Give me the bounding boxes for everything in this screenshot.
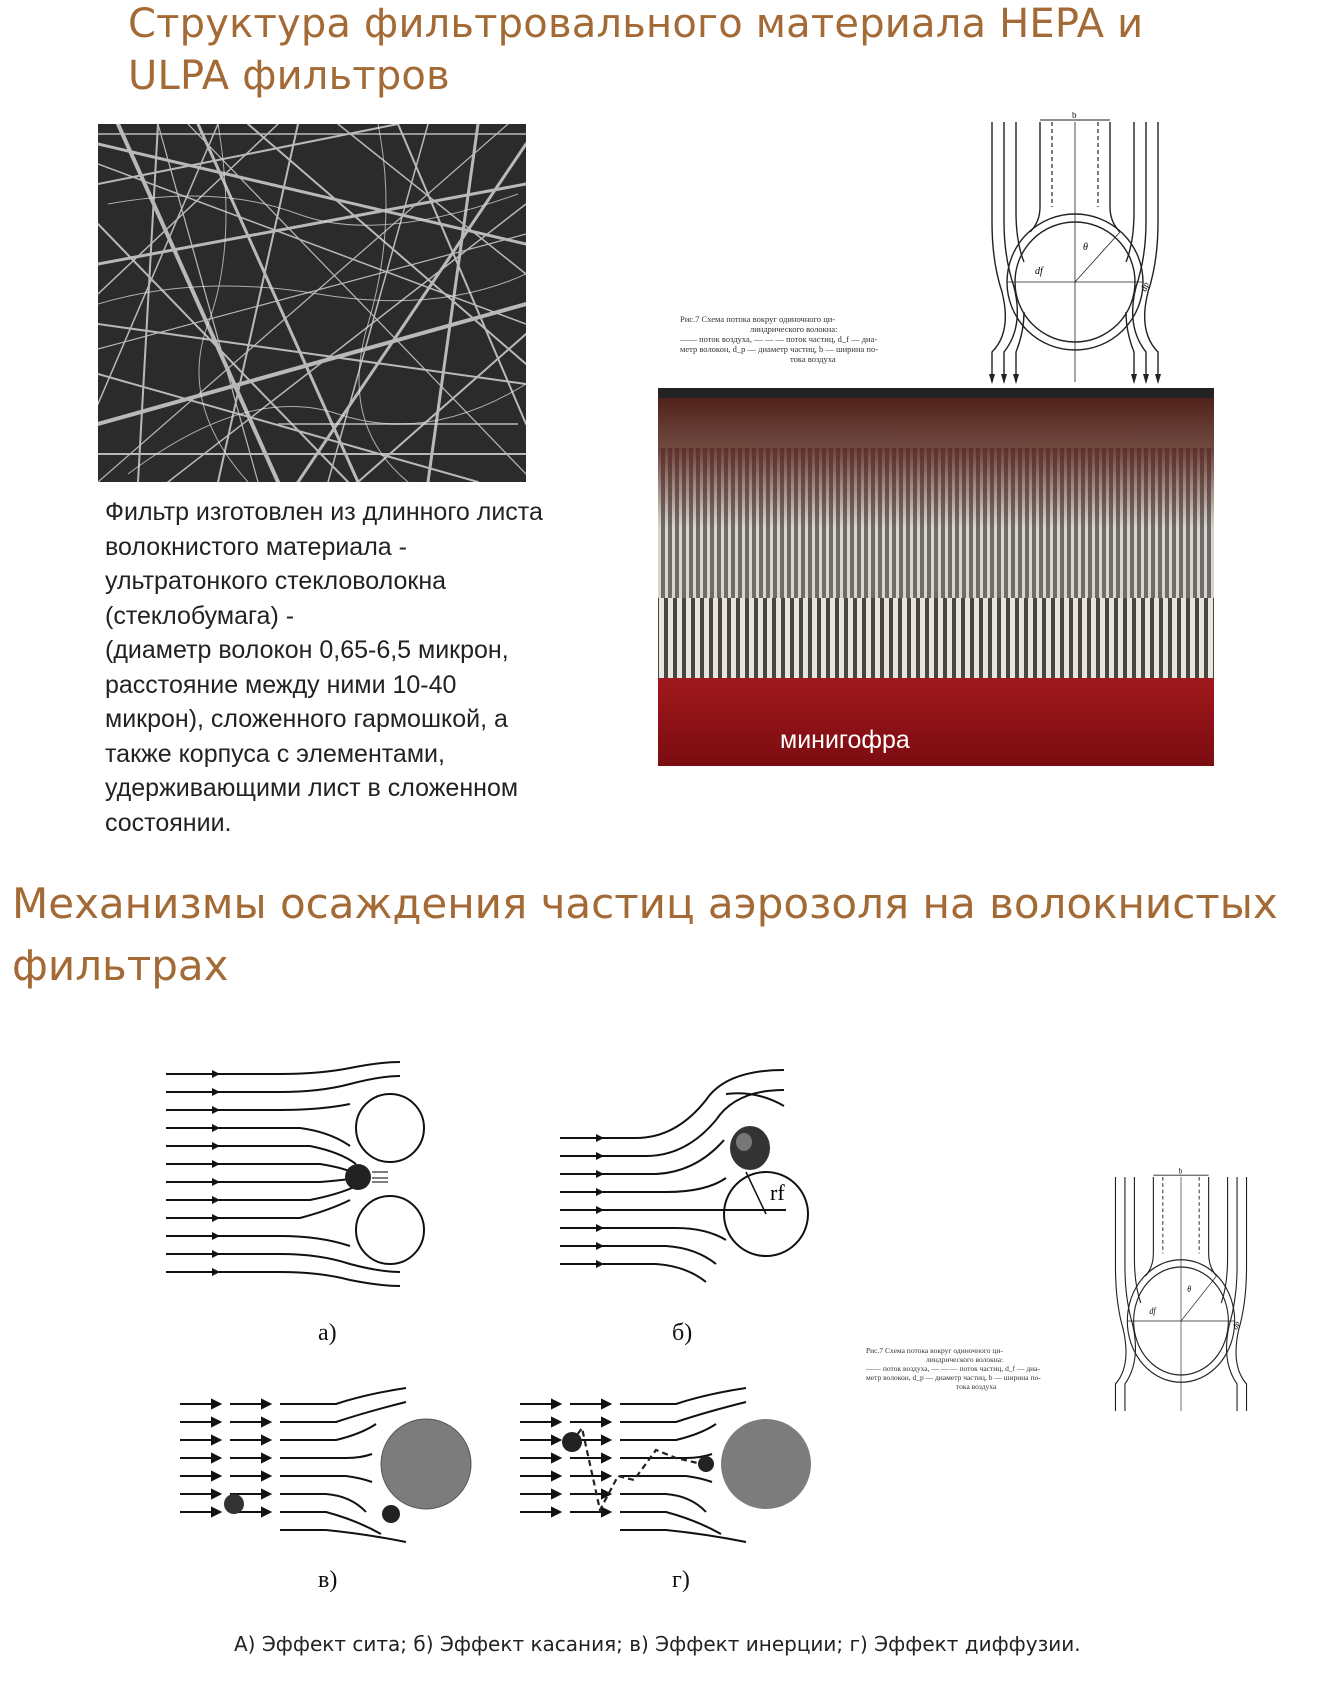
fiber-flow-diagram-2	[1106, 1168, 1256, 1420]
panel-label-g: г)	[672, 1567, 690, 1593]
fiber-micrograph-image	[98, 124, 526, 482]
description-line: удерживающими лист в сложенном	[105, 774, 519, 802]
section1-title-line1: Структура фильтровального материала HEPA и	[128, 1, 1144, 47]
description-line: волокнистого материала -	[105, 532, 407, 561]
minipleat-label: минигофра	[780, 726, 910, 754]
diffusion-effect-diagram	[516, 1384, 816, 1544]
label-rf: rf	[770, 1180, 785, 1205]
label-dp: dp	[1230, 1319, 1242, 1331]
caption-line: линдрического волокна:	[926, 1355, 1004, 1364]
panel-label-b: б)	[672, 1320, 693, 1346]
label-df: df	[1035, 266, 1043, 277]
label-b: b	[1072, 112, 1077, 120]
caption-line: Рис.7 Схема потока вокруг одиночного ци-	[680, 314, 836, 324]
label-theta: θ	[1083, 242, 1088, 253]
label-df: df	[1149, 1305, 1156, 1316]
sieve-effect-diagram	[160, 1060, 460, 1290]
caption-line: тока воздуха	[956, 1382, 997, 1391]
description-line: ультратонкого стекловолокна	[105, 567, 447, 595]
caption-line: метр волокон, d_p — диаметр частиц, b — ширина по-	[680, 344, 879, 354]
label-dp: dp	[1138, 280, 1151, 293]
description-line: микрон), сложенного гармошкой, а	[105, 705, 508, 733]
flow-diagram-caption	[680, 314, 970, 364]
mechanisms-legend: А) Эффект сита; б) Эффект касания; в) Эффект инерции; г) Эффект диффузии.	[234, 1632, 1081, 1656]
label-b: b	[1178, 1168, 1183, 1176]
panel-label-v: в)	[318, 1567, 338, 1593]
caption-line: метр волокон, d_p — диаметр частиц, b — ширина по-	[866, 1373, 1041, 1382]
inertia-effect-diagram	[176, 1384, 476, 1544]
caption-line: тока воздуха	[790, 354, 836, 364]
section2-title-line2: фильтрах	[12, 941, 229, 990]
description-line: также корпуса с элементами,	[105, 739, 445, 768]
fiber-flow-diagram	[980, 112, 1170, 392]
description-line: состоянии.	[105, 808, 232, 837]
caption-line: линдрического волокна:	[750, 324, 838, 334]
label-theta: θ	[1187, 1283, 1192, 1295]
flow-diagram-caption-2	[866, 1346, 1106, 1391]
section1-title-line2: ULPA фильтров	[128, 53, 450, 99]
description-line: (диаметр волокон 0,65-6,5 микрон,	[105, 636, 509, 664]
minipleat-photo	[658, 388, 1214, 766]
description-line: расстояние между ними 10-40	[105, 670, 457, 699]
section2-title-line1: Механизмы осаждения частиц аэрозоля на волокнистых	[12, 879, 1278, 928]
caption-line: —— поток воздуха, — — — поток частиц, d_f — диа-	[680, 334, 878, 344]
description-line: (стеклобумага) -	[105, 601, 295, 630]
caption-line: —— поток воздуха, — — — поток частиц, d_f — диа-	[866, 1364, 1040, 1373]
panel-label-a: а)	[318, 1320, 337, 1346]
caption-line: Рис.7 Схема потока вокруг одиночного ци-	[866, 1346, 1003, 1355]
interception-effect-diagram	[556, 1060, 826, 1290]
description-line: Фильтр изготовлен из длинного листа	[105, 498, 543, 526]
filter-description	[105, 495, 543, 840]
